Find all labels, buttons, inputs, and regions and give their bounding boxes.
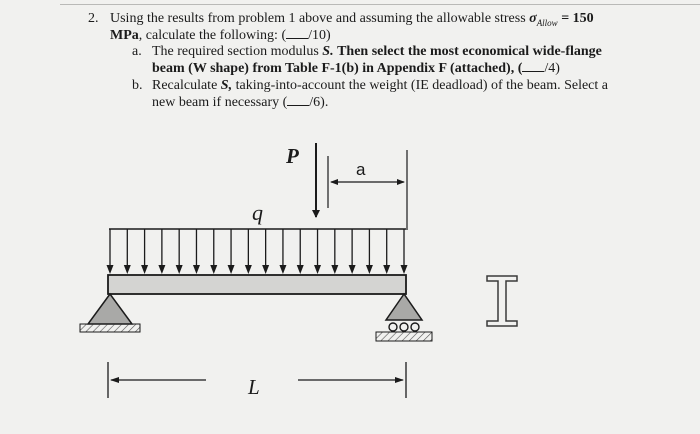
dimension-a (328, 150, 407, 230)
load-arrow-head (366, 265, 373, 274)
problem-number: 2. (88, 11, 99, 26)
part-a-points: /4) (544, 61, 560, 76)
roller-triangle (386, 294, 422, 320)
load-arrow-head (314, 265, 321, 274)
load-arrow-head (210, 265, 217, 274)
part-b-s-symbol: S, (220, 78, 233, 93)
intro-points: /10) (308, 28, 331, 43)
part-b-text-1: Recalculate (152, 78, 218, 93)
pin-support (80, 294, 140, 332)
span-L-label: L (248, 375, 260, 399)
load-P-label: P (286, 144, 299, 168)
dimension-L-arrow-left (110, 377, 119, 383)
part-a-s-symbol: S. (322, 44, 334, 59)
dimension-L-arrow-right (395, 377, 404, 383)
roller-wheel (389, 323, 397, 331)
part-a-marker: a. (132, 44, 142, 59)
load-arrows (107, 229, 408, 274)
roller-ground (376, 332, 432, 341)
intro-text: Using the results from problem 1 above and assuming the allowable stress (110, 11, 526, 26)
load-arrow-head (158, 265, 165, 274)
part-b-marker: b. (132, 78, 143, 93)
sigma-subscript: Allow (536, 17, 558, 28)
dimension-a-arrow-right (397, 179, 405, 185)
part-a-text-1: The required section modulus (152, 44, 319, 59)
load-arrow-head (279, 265, 286, 274)
load-arrow-head (141, 265, 148, 274)
dimension-a-arrow-left (330, 179, 338, 185)
part-a-text-3: beam (W shape) from Table F-1(b) in Appendix F (attached), ( (152, 61, 523, 76)
part-b-text-2: taking-into-account the weight (IE deadload) of the beam. Select a (235, 78, 609, 93)
load-arrow-head (297, 265, 304, 274)
load-arrow-head (124, 265, 131, 274)
beam (108, 275, 406, 294)
load-arrow-head (107, 265, 114, 274)
roller-support (376, 294, 432, 341)
pin-triangle (88, 294, 132, 324)
load-arrow-head (176, 265, 183, 274)
part-a-text-2: Then select the most economical wide-flange (337, 44, 602, 59)
load-arrow-head (401, 265, 408, 274)
part-b-points: /6). (309, 95, 329, 110)
load-arrow-head (383, 265, 390, 274)
distributed-q-label: q (252, 200, 263, 225)
load-arrow-head (245, 265, 252, 274)
load-arrow-head (193, 265, 200, 274)
roller-wheel (400, 323, 408, 331)
load-arrow-head (262, 265, 269, 274)
load-arrow-head (331, 265, 338, 274)
mpa-unit: MPa (110, 28, 139, 43)
load-arrow-head (349, 265, 356, 274)
intro-text-2: , calculate the following: ( (138, 28, 287, 43)
roller-wheel (411, 323, 419, 331)
stress-value: = 150 (561, 11, 594, 26)
part-b-text-3: new beam if necessary ( (152, 95, 288, 110)
distributed-load (107, 229, 408, 274)
sigma-symbol: σ (529, 11, 537, 26)
wide-flange-icon (487, 276, 517, 326)
distance-a-label: a (356, 160, 366, 179)
load-arrow-head (228, 265, 235, 274)
pin-ground (80, 324, 140, 332)
